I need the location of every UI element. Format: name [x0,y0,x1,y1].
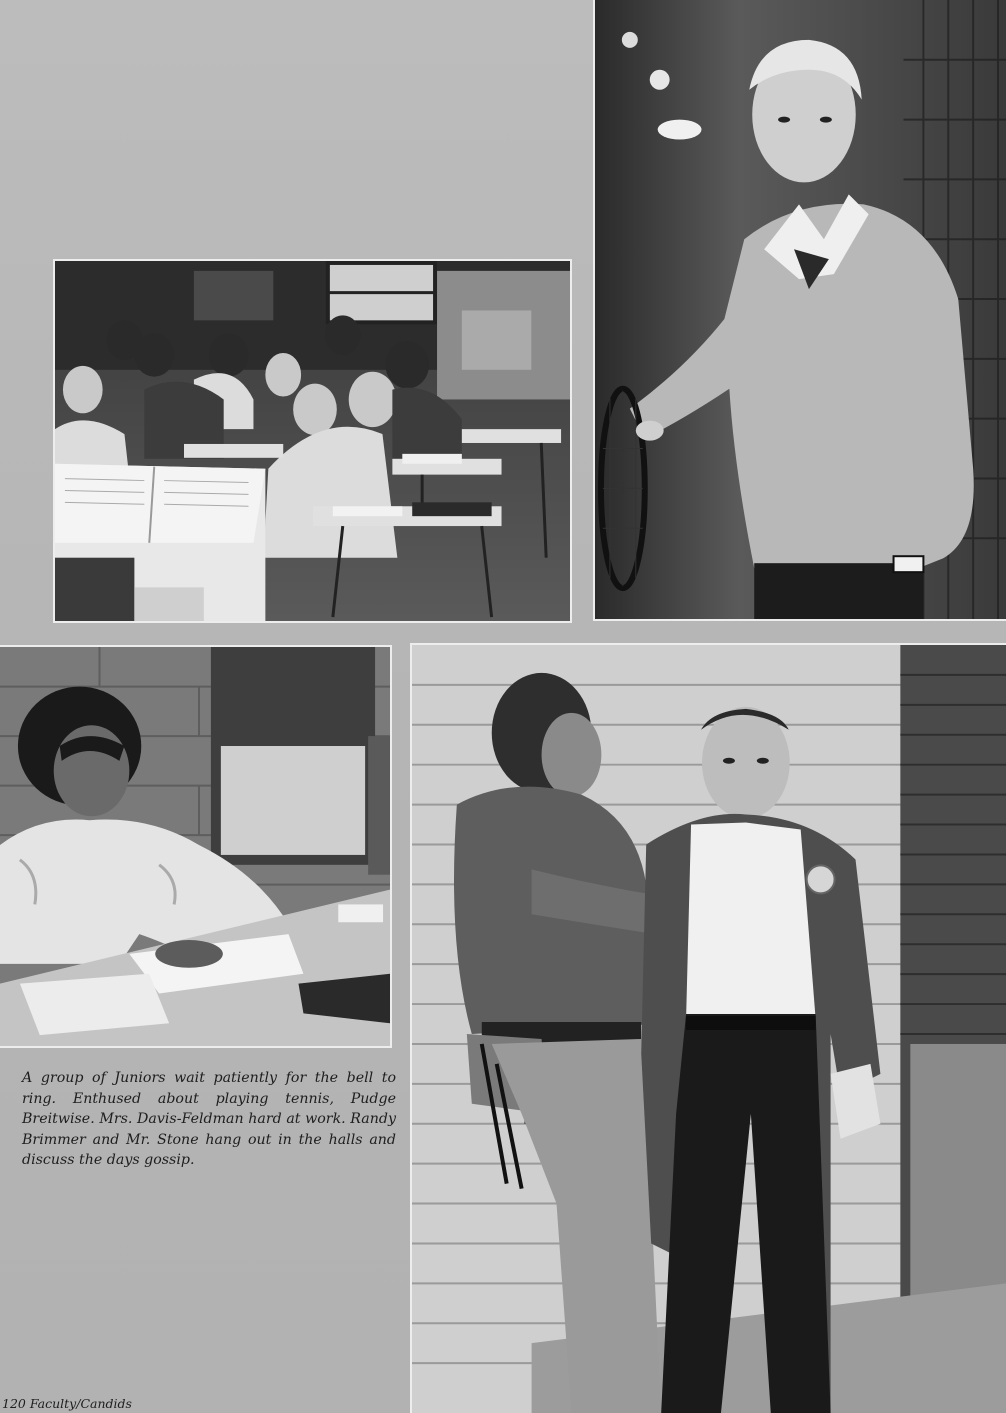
tennis-player-photo [593,0,1006,621]
photo-caption: A group of Juniors wait patiently for the bell to ring. Enthused about playing tennis, Pudge Breitwise. Mrs. Davis-Feldman hard at work. Randy Brimmer and Mr. Stone hang out in the halls and discuss the days gossip. [22,1070,396,1168]
classroom-photo [53,259,572,623]
teacher-desk-photo [0,645,392,1048]
page-number-folio: 120 Faculty/Candids [2,1396,132,1411]
hallway-photo [410,643,1006,1413]
